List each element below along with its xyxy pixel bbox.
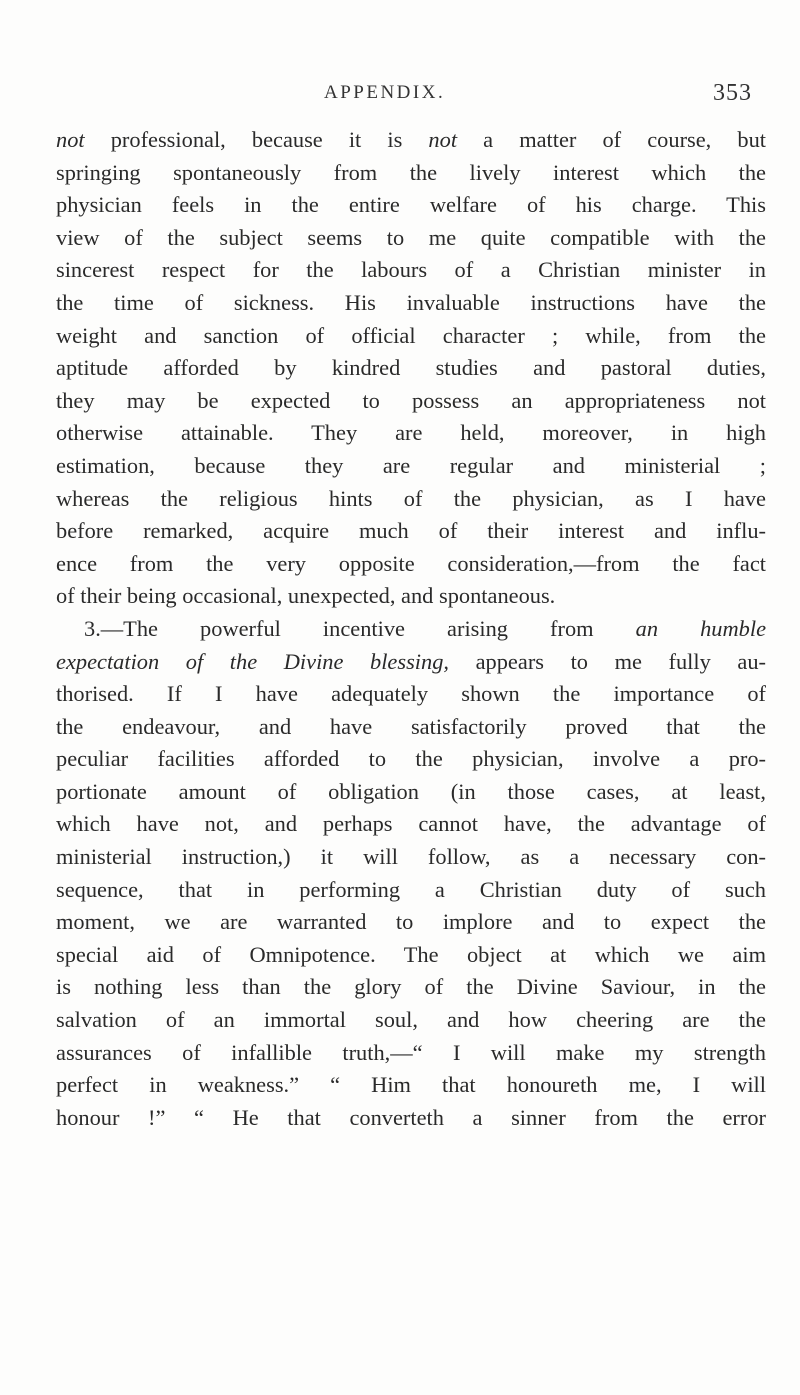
- text-line: honour !” “ He that converteth a sinner from the error: [56, 1104, 766, 1130]
- text-line: [56, 124, 766, 157]
- text-line: before remarked, acquire much of their interest and influ-: [56, 518, 766, 544]
- italic-word: not: [56, 127, 85, 152]
- text-line: weight and sanction of official character ; while, from the: [56, 322, 766, 348]
- page-number: 353: [713, 80, 752, 106]
- text-line: perfect in weakness.” “ Him that honoureth me, I will: [56, 1072, 766, 1098]
- text-line: aptitude afforded by kindred studies and pastoral duties,: [56, 355, 766, 381]
- text-line: salvation of an immortal soul, and how cheering are the: [56, 1007, 766, 1033]
- text-line: moment, we are warranted to implore and to expect the: [56, 909, 766, 935]
- text-line: [56, 613, 766, 646]
- text-line: view of the subject seems to me quite compatible with the: [56, 224, 766, 250]
- text-line: estimation, because they are regular and ministerial ;: [56, 452, 766, 478]
- italic-word: not: [428, 127, 458, 152]
- text-line: the time of sickness. His invaluable instructions have the: [56, 289, 766, 315]
- text-line: which have not, and perhaps cannot have, the advantage of: [56, 811, 766, 837]
- text-line: thorised. If I have adequately shown the importance of: [56, 681, 766, 707]
- text-line: portionate amount of obligation (in those cases, at least,: [56, 778, 766, 804]
- text-line: sequence, that in performing a Christian duty of such: [56, 876, 766, 902]
- running-title: APPENDIX.: [324, 82, 446, 103]
- text-line: assurances of infallible truth,—“ I will make my strength: [56, 1039, 766, 1065]
- italic-phrase: expectation of the Divine blessing,: [56, 648, 450, 674]
- text-line: ence from the very opposite consideration,—from the fact: [56, 550, 766, 576]
- paragraph-continuation: [56, 124, 766, 613]
- italic-phrase: an humble: [635, 615, 767, 641]
- text-line: of their being occasional, unexpected, and spontaneous.: [56, 583, 556, 609]
- body-text: [56, 124, 766, 1134]
- text-line: otherwise attainable. They are held, moreover, in high: [56, 420, 766, 446]
- running-header: [0, 82, 800, 112]
- text-line: physician feels in the entire welfare of his charge. This: [56, 192, 766, 218]
- text-run: appears to me fully au-: [449, 648, 767, 674]
- text-line: sincerest respect for the labours of a Christian minister in: [56, 257, 766, 283]
- text-line: they may be expected to possess an appropriateness not: [56, 387, 766, 413]
- text-line: special aid of Omnipotence. The object at which we aim: [56, 941, 766, 967]
- text-line: the endeavour, and have satisfactorily proved that the: [56, 713, 766, 739]
- paragraph-point-3: [56, 613, 766, 1135]
- text-run: 3.—The powerful incentive arising from: [84, 615, 636, 641]
- text-run: a matter of course, but: [457, 127, 766, 152]
- text-line: is nothing less than the glory of the Divine Saviour, in the: [56, 974, 766, 1000]
- text-line: springing spontaneously from the lively interest which the: [56, 159, 766, 185]
- text-line: peculiar facilities afforded to the physician, involve a pro-: [56, 746, 766, 772]
- text-line: [56, 646, 766, 679]
- text-line: whereas the religious hints of the physician, as I have: [56, 485, 766, 511]
- text-run: professional, because it is: [84, 127, 429, 152]
- text-line: ministerial instruction,) it will follow, as a necessary con-: [56, 844, 766, 870]
